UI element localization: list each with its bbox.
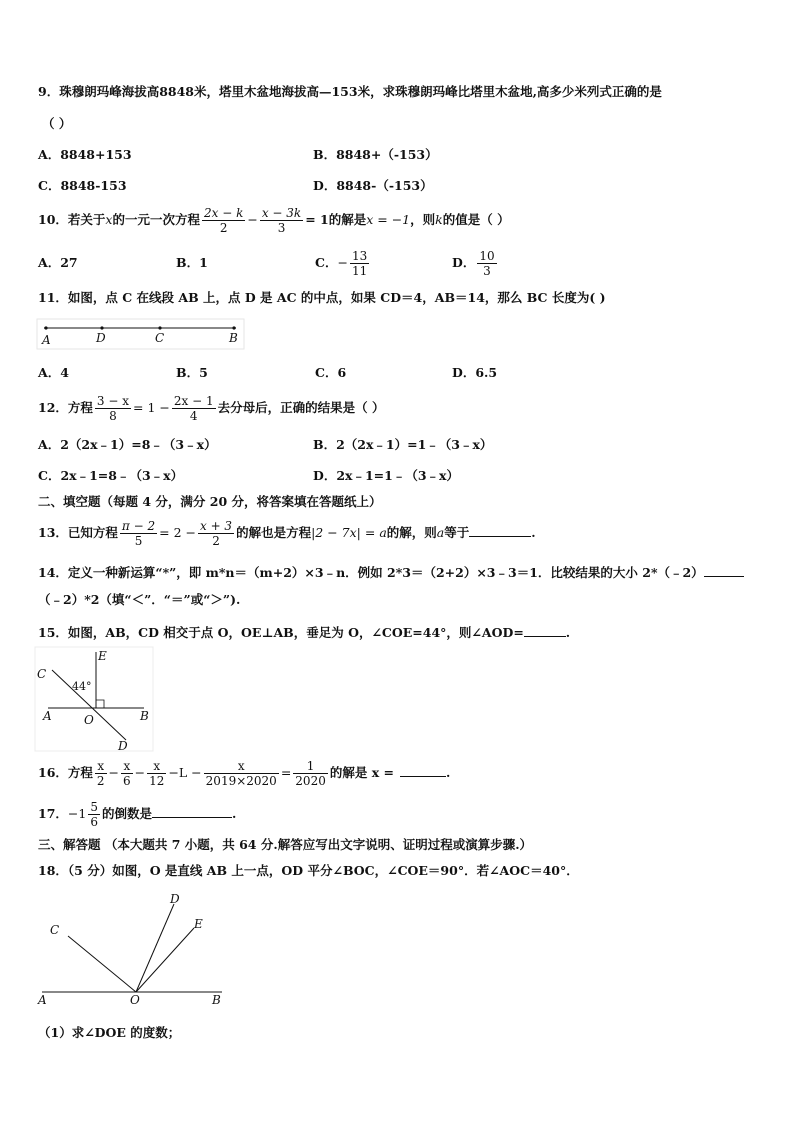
q12-option-c: C．2x﹣1=8﹣（3﹣x） <box>38 468 184 483</box>
q9-text: 9．珠穆朗玛峰海拔高8848米，塔里木盆地海拔高—153米，求珠穆朗玛峰比塔里木盆地,高多少米列式正确的是 <box>38 84 662 99</box>
q9-option-b: B．8848+（-153） <box>313 147 438 162</box>
label-a: A <box>43 709 52 723</box>
section-3-heading: 三、解答题 （本大题共 7 小题，共 64 分.解答应写出文字说明、证明过程或演算步骤.） <box>38 837 533 852</box>
q10-fraction-2: $\frac{x - 3k}{3}$ <box>261 206 302 235</box>
q18-sub1: （1）求∠DOE 的度数； <box>38 1025 181 1040</box>
q13-answer-blank <box>469 536 531 537</box>
q12-stem: 12．方程 $\frac{3 - x}{8}$ = 1 − $\frac{2x - 1}{4}$ 去分母后，正确的结果是（ ） <box>38 394 385 423</box>
q16-stem: 16．方程 $\frac{x}{2}$ − $\frac{x}{6}$ − $\frac{x}{12}$ −L − $\frac{x}{2019\times 2020}$ = $\frac{1}{2020}$ 的解是 x = . <box>38 759 451 788</box>
q10-option-b: B．1 <box>176 255 208 270</box>
q17-answer-blank <box>152 817 232 818</box>
q18-figure <box>34 888 234 1006</box>
q14-answer-blank <box>704 576 744 577</box>
q9-option-c: C．8848-153 <box>38 178 127 193</box>
label-d: D <box>96 331 106 345</box>
q10-option-d: D． $\frac{10}{3}$ <box>452 249 495 278</box>
point-b <box>232 326 235 329</box>
q9-paren: （ ） <box>42 116 72 131</box>
label-b: B <box>212 993 221 1006</box>
ray-od <box>136 904 174 992</box>
q10-stem: 10．若关于x的一元一次方程 $\frac{2x - k}{2}$ − $\frac{x - 3k}{3}$ = 1的解是x = −1，则k的值是（ ） <box>38 206 510 235</box>
label-c: C <box>155 331 165 345</box>
q9-option-d: D．8848-（-153） <box>313 178 433 193</box>
label-b: B <box>229 331 238 345</box>
q11-option-a: A．4 <box>38 365 69 380</box>
q12-option-b: B．2（2x﹣1）=1﹣（3﹣x） <box>313 437 493 452</box>
label-e: E <box>194 917 203 931</box>
q11-text: 11．如图，点 C 在线段 AB 上，点 D 是 AC 的中点，如果 CD＝4，AB＝14，那么 BC 长度为( ) <box>38 290 606 305</box>
q11-segment-figure <box>36 318 246 350</box>
q12-option-d: D．2x﹣1=1﹣（3﹣x） <box>313 468 460 483</box>
label-b: B <box>140 709 149 723</box>
q11-option-d: D．6.5 <box>452 365 498 380</box>
point-a <box>44 326 47 329</box>
label-d: D <box>118 739 128 752</box>
q15-figure <box>34 646 154 752</box>
label-c: C <box>37 667 47 681</box>
ray-oe <box>136 928 194 992</box>
section-2-heading: 二、填空题（每题 4 分，满分 20 分，将答案填在答题纸上） <box>38 494 382 509</box>
q16-answer-blank <box>400 776 446 777</box>
label-o: O <box>130 993 140 1006</box>
label-a: A <box>38 993 47 1006</box>
point-c <box>158 326 161 329</box>
label-a: A <box>42 333 51 347</box>
q18-text: 18．（5 分）如图，O 是直线 AB 上一点，OD 平分∠BOC，∠COE＝90°．若∠AOC＝40°． <box>38 863 579 878</box>
q14-line1: 14．定义一种新运算“*”，即 m*n＝（m+2）×3﹣n．例如 2*3＝（2+2）×3﹣3＝1．比较结果的大小 2*（﹣2） <box>38 565 744 581</box>
q9-option-a: A．8848+153 <box>38 147 132 162</box>
ray-oc <box>68 936 136 992</box>
q15-answer-blank <box>524 636 566 637</box>
q12-option-a: A．2（2x﹣1）=8﹣（3﹣x） <box>38 437 217 452</box>
right-angle-mark <box>96 700 104 708</box>
q13-stem: 13．已知方程 $\frac{\pi - 2}{5}$ = 2 − $\frac{x + 3}{2}$ 的解也是方程|2 − 7x| = a的解，则a等于 . <box>38 519 536 548</box>
q15-text: 15．如图，AB，CD 相交于点 O，OE⊥AB，垂足为 O，∠COE=44°，则∠AOD= . <box>38 625 571 640</box>
label-d: D <box>170 892 180 906</box>
angle-44-label: 44° <box>72 680 92 693</box>
label-e: E <box>98 649 107 663</box>
point-d <box>100 326 103 329</box>
label-c: C <box>50 923 60 937</box>
q11-option-b: B．5 <box>176 365 208 380</box>
q10-option-a: A．27 <box>38 255 78 270</box>
q17-stem: 17．−1 $\frac{5}{6}$ 的倒数是 . <box>38 800 237 829</box>
label-o: O <box>84 713 94 727</box>
q14-line2: （﹣2）*2（填“＜”．“＝”或“＞”). <box>38 592 241 607</box>
q11-option-c: C．6 <box>315 365 347 380</box>
q10-fraction-1: $\frac{2x - k}{2}$ <box>203 206 244 235</box>
q10-option-c: C．− $\frac{13}{11}$ <box>315 249 368 278</box>
